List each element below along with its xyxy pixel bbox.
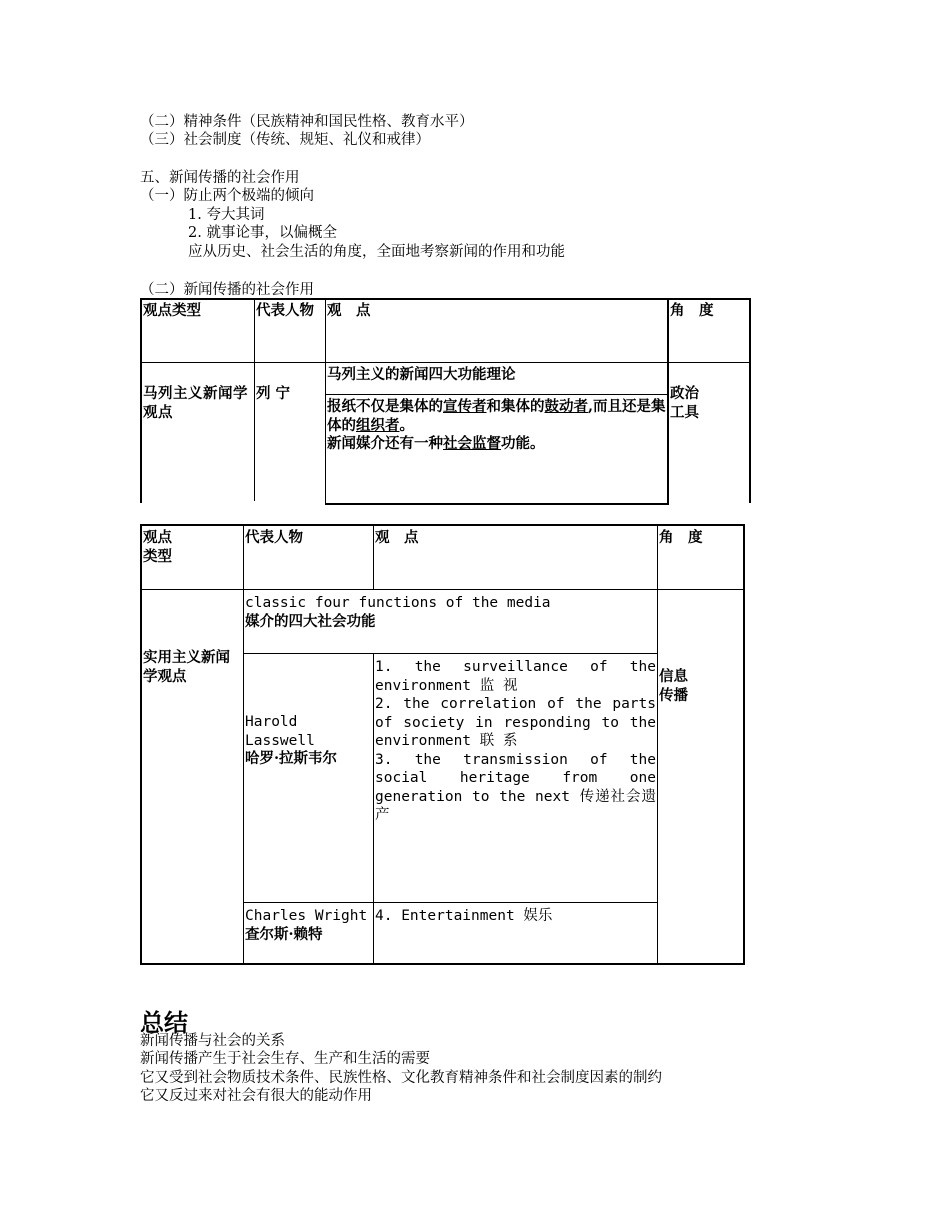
section-five-heading: 五、新闻传播的社会作用 [140,170,300,186]
angle-information-dissemination: 信息传播 [659,668,688,704]
header2-angle: 角 度 [659,529,703,546]
function-transmission: 3. the transmission of the social heritage from one generation to the next 传递社会遗产 [375,751,656,823]
function-surveillance: 1. the surveillance of the environment 监 视 [375,659,656,694]
summary-line-4: 它又反过来对社会有很大的能动作用 [140,1088,372,1104]
header2-view-type: 观点类型 [143,529,172,565]
view-type-marxist: 马列主义新闻学观点 [143,385,248,421]
view-type-pragmatist: 实用主义新闻学观点 [143,649,230,685]
header-view-type: 观点类型 [143,302,201,319]
social-system-line: （三）社会制度（传统、规矩、礼仪和戒律） [140,132,430,148]
summary-line-2: 新闻传播产生于社会生存、生产和生活的需要 [140,1051,430,1067]
header-angle: 角 度 [670,302,714,319]
representative-lenin: 列 宁 [256,385,291,402]
header-viewpoint: 观 点 [327,302,371,319]
classic-four-functions: classic four functions of the media 媒介的四大社会功能 [245,595,551,630]
viewpoint-content: 报纸不仅是集体的宣传者和集体的鼓动者,而且还是集体的组织者。 新闻媒介还有一种社会监督功能。 [327,398,666,452]
representative-lasswell: Harold Lasswell 哈罗·拉斯韦尔 [245,714,338,767]
four-functions-theory: 马列主义的新闻四大功能理论 [327,366,516,383]
header2-representative: 代表人物 [245,529,303,546]
function-correlation: 2. the correlation of the parts of society in responding to the environment 联 系 [375,696,656,749]
summary-line-3: 它又受到社会物质技术条件、民族性格、文化教育精神条件和社会制度因素的制约 [140,1070,662,1086]
subsection-one-heading: （一）防止两个极端的倾向 [140,188,314,204]
list-item-2: 2. 就事论事，以偏概全 [188,225,337,241]
summary-line-1: 新闻传播与社会的关系 [140,1033,285,1049]
note-line: 应从历史、社会生活的角度，全面地考察新闻的作用和功能 [188,244,565,260]
function-entertainment: 4. Entertainment 娱乐 [375,908,553,924]
representative-wright: Charles Wright 查尔斯·赖特 [245,908,368,943]
list-item-1: 1. 夸大其词 [188,207,265,223]
lasswell-functions [373,656,658,827]
subsection-two-heading: （二）新闻传播的社会作用 [140,282,314,298]
header2-viewpoint: 观 点 [375,529,419,546]
angle-political-tool: 政治工具 [670,385,699,421]
summary-title: 总结 [140,1009,188,1037]
spiritual-conditions-line: （二）精神条件（民族精神和国民性格、教育水平） [140,114,474,130]
header-representative: 代表人物 [256,302,314,319]
